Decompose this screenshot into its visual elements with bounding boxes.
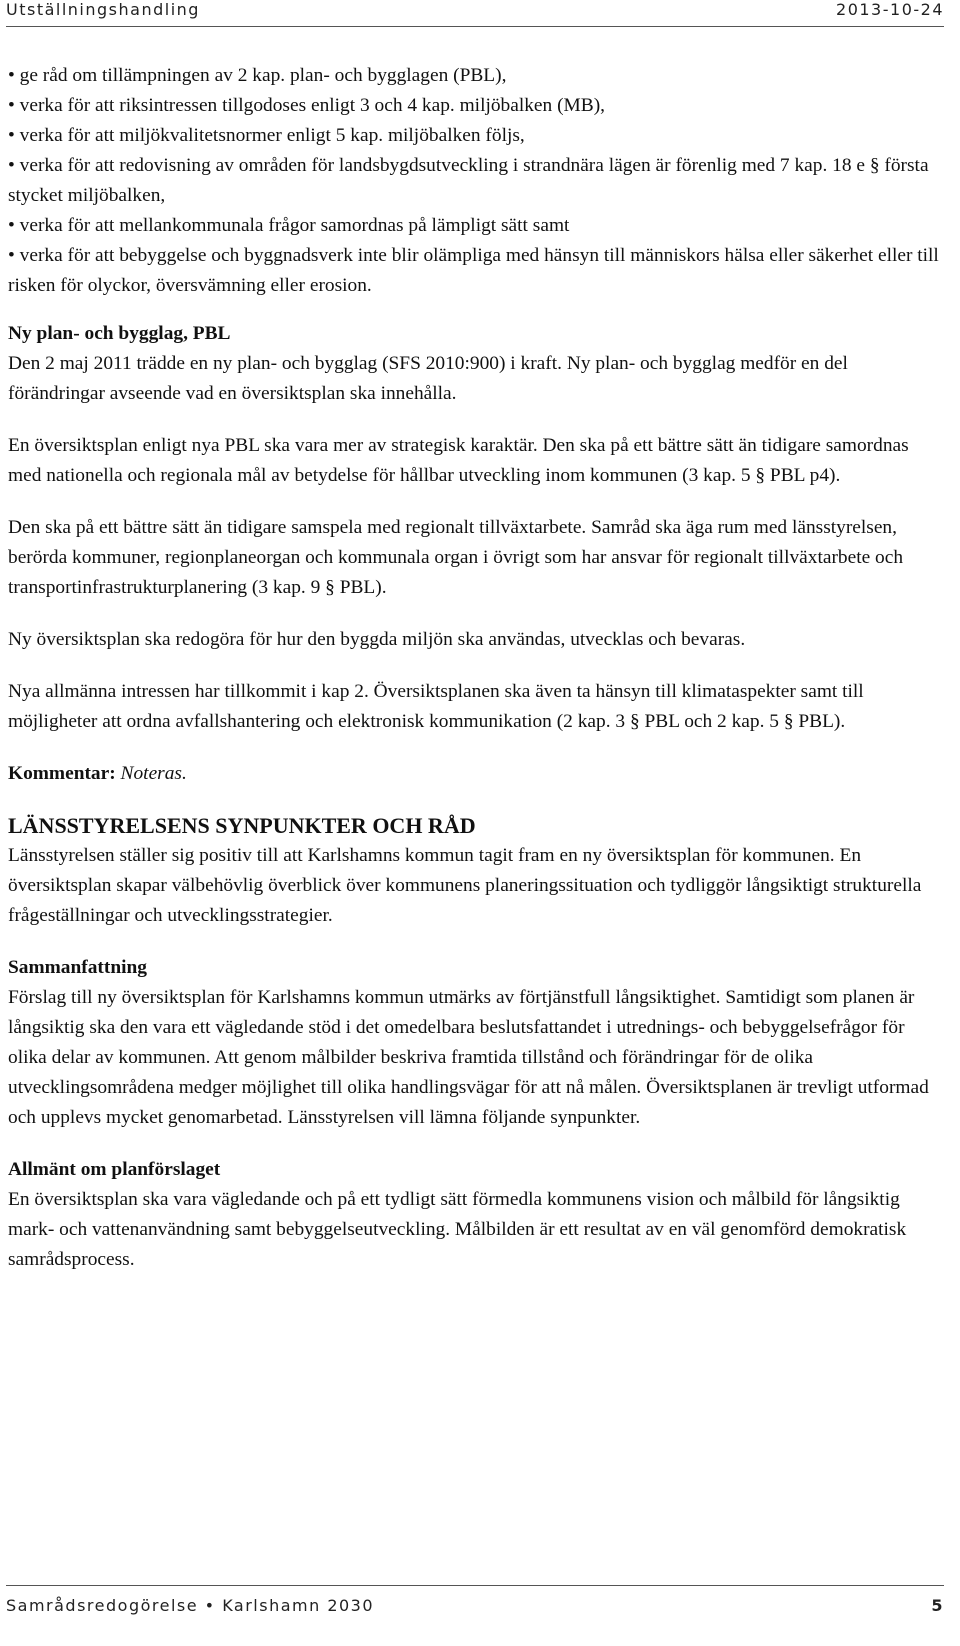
page-header <box>6 0 944 22</box>
footer-document-title: Samrådsredogörelse • Karlshamn 2030 <box>6 1596 375 1615</box>
comment-text: Noteras. <box>115 763 187 784</box>
paragraph: Nya allmänna intressen har tillkommit i kap 2. Översiktsplanen ska även ta hänsyn till klimataspekter samt till möjligheter att ordna avfallshantering och elektronisk kommunikation (2 kap. 3 § PBL och 2 kap. 5 § PBL). <box>8 681 864 732</box>
paragraph: Länsstyrelsen ställer sig positiv till att Karlshamns kommun tagit fram en ny översiktsplan för kommunen. En översiktsplan skapar välbehövlig överblick över kommunens planeringssituation och tydliggör långsiktigt strukturella frågeställningar och utvecklingsstrategier. <box>8 845 922 926</box>
paragraph: Ny översiktsplan ska redogöra för hur den byggda miljön ska användas, utvecklas och bevaras. <box>8 629 746 650</box>
page-number: 5 <box>931 1596 944 1615</box>
list-item: • ge råd om tillämpningen av 2 kap. plan- och bygglagen (PBL), <box>8 65 507 86</box>
header-divider <box>6 26 944 27</box>
paragraph: Den ska på ett bättre sätt än tidigare samspela med regionalt tillväxtarbete. Samråd ska äga rum med länsstyrelsen, berörda kommuner, regionplaneorgan och kommunala organ i övrigt som har ansvar för regionalt tillväxtarbete och transportinfrastrukturplanering (3 kap. 9 § PBL). <box>8 517 904 598</box>
bullet-list <box>8 61 943 301</box>
header-document-status: Utställningshandling <box>6 0 200 19</box>
comment-line <box>8 759 943 789</box>
comment-label: Kommentar: <box>8 763 116 784</box>
section-heading-general: Allmänt om planförslaget <box>8 1159 221 1180</box>
list-item: • verka för att riksintressen tillgodoses enligt 3 och 4 kap. miljöbalken (MB), <box>8 95 606 116</box>
list-item: • verka för att mellankommunala frågor samordnas på lämpligt sätt samt <box>8 215 570 236</box>
section-heading-lansstyrelsen: LÄNSSTYRELSENS SYNPUNKTER OCH RÅD <box>8 813 476 838</box>
list-item: • verka för att miljökvalitetsnormer enligt 5 kap. miljöbalken följs, <box>8 125 525 146</box>
list-item: • verka för att redovisning av områden för landsbygdsutveckling i strandnära lägen är förenlig med 7 kap. 18 e § första stycket miljöbalken, <box>8 155 929 206</box>
paragraph: En översiktsplan ska vara vägledande och på ett tydligt sätt förmedla kommunens vision och målbild för långsiktig mark- och vattenanvändning samt bebyggelseutveckling. Målbilden är ett resultat av en väl genomförd demokratisk samrådsprocess. <box>8 1189 907 1270</box>
footer-divider <box>6 1585 944 1586</box>
section-heading-summary: Sammanfattning <box>8 957 147 978</box>
list-item: • verka för att bebyggelse och byggnadsverk inte blir olämpliga med hänsyn till människors hälsa eller säkerhet eller till risken för olyckor, översvämning eller erosion. <box>8 245 939 296</box>
paragraph: Förslag till ny översiktsplan för Karlshamns kommun utmärks av förtjänstfull långsiktighet. Samtidigt som planen är långsiktig ska den vara ett vägledande stöd i det omedelbara beslutsfattandet i utrednings- och bebyggelsefrågor för olika delar av kommunen. Att genom målbilder beskriva framtida tillstånd och förändringar för de olika utvecklingsområdena medger möjlighet till olika handlingsvägar för att nå målen. Översiktsplanen är trevligt utformad och upplevs mycket genomarbetad. Länsstyrelsen vill lämna följande synpunkter. <box>8 987 929 1128</box>
header-date: 2013-10-24 <box>836 0 944 19</box>
document-body <box>8 61 943 1275</box>
paragraph: Den 2 maj 2011 trädde en ny plan- och bygglag (SFS 2010:900) i kraft. Ny plan- och bygglag medför en del förändringar avseende vad en översiktsplan ska innehålla. <box>8 353 848 404</box>
section-heading-pbl: Ny plan- och bygglag, PBL <box>8 323 231 344</box>
paragraph: En översiktsplan enligt nya PBL ska vara mer av strategisk karaktär. Den ska på ett bättre sätt än tidigare samordnas med nationella och regionala mål av betydelse för hållbar utveckling inom kommunen (3 kap. 5 § PBL p4). <box>8 435 909 486</box>
